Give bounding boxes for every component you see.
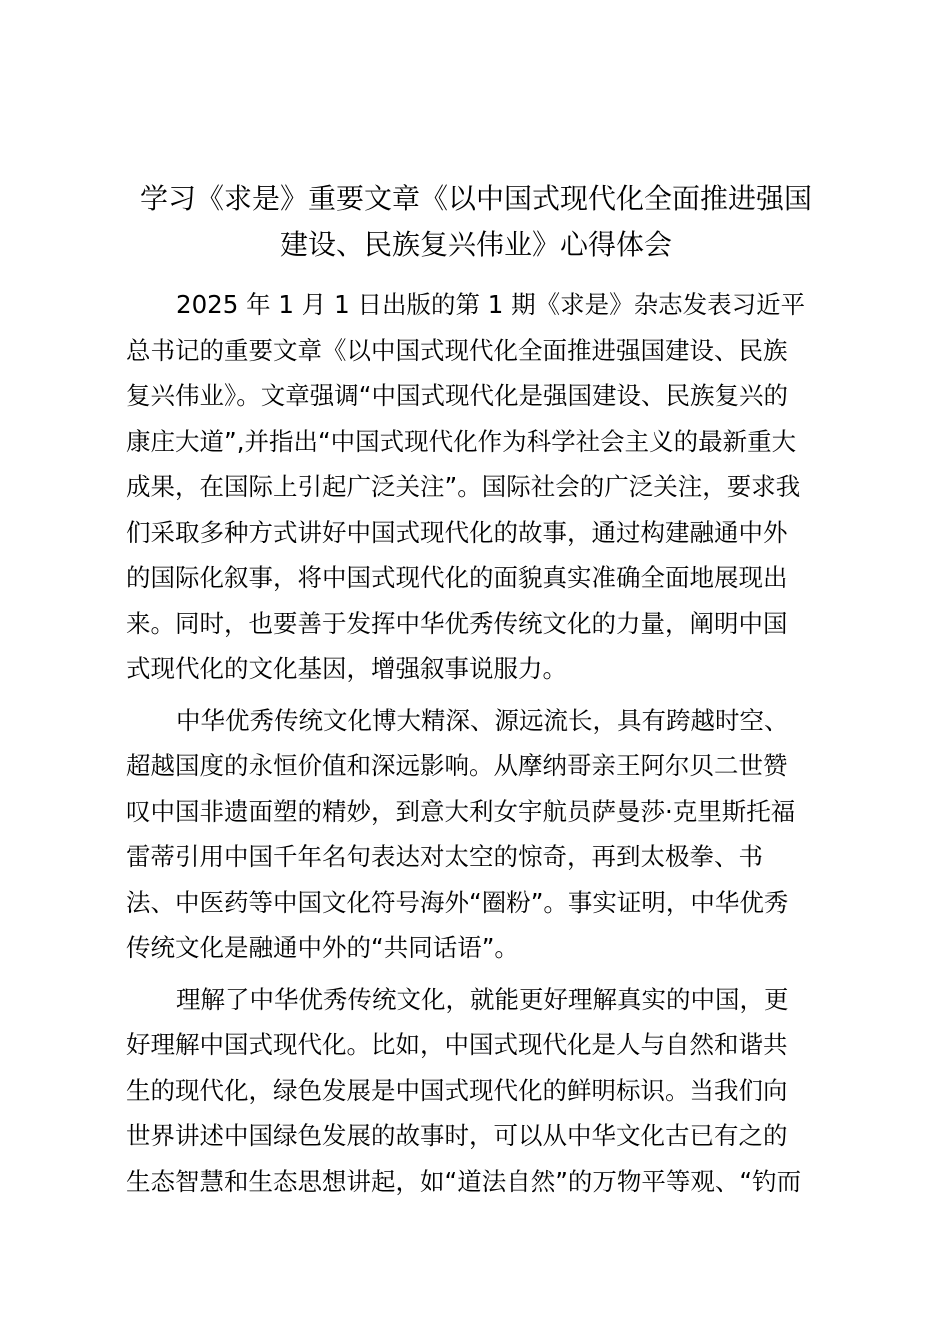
paragraph-line: 中华优秀传统文化博大精深、源远流长，具有跨越时空、 — [176, 705, 789, 735]
paragraph-line: 成果，在国际上引起广泛关注”。国际社会的广泛关注，要求我 — [126, 472, 801, 501]
paragraph-line: 法、中医药等中国文化符号海外“圈粉”。事实证明，中华优秀 — [126, 887, 789, 917]
paragraph-line: 2025 年 1 月 1 日出版的第 1 期《求是》杂志发表习近平 — [176, 290, 806, 319]
paragraph-line: 康庄大道”,并指出“中国式现代化作为科学社会主义的最新重大 — [126, 426, 797, 456]
title-line-1: 学习《求是》重要文章《以中国式现代化全面推进强国 — [139, 182, 812, 215]
paragraph-line: 们采取多种方式讲好中国式现代化的故事，通过构建融通中外 — [126, 517, 788, 547]
paragraph-line: 生的现代化，绿色发展是中国式现代化的鲜明标识。当我们向 — [126, 1075, 788, 1105]
paragraph-line: 世界讲述中国绿色发展的故事时，可以从中华文化古已有之的 — [126, 1121, 788, 1150]
paragraph-line: 的国际化叙事，将中国式现代化的面貌真实准确全面地展现出 — [126, 563, 788, 592]
paragraph-3 — [126, 977, 830, 1205]
paragraph-line: 式现代化的文化基因，增强叙事说服力。 — [126, 654, 567, 683]
paragraph-line: 总书记的重要文章《以中国式现代化全面推进强国建设、民族 — [126, 335, 788, 365]
title-line-2: 建设、民族复兴伟业》心得体会 — [279, 228, 672, 261]
paragraph-line: 生态智慧和生态思想讲起，如“道法自然”的万物平等观、“钓而 — [126, 1166, 802, 1196]
paragraph-1 — [126, 282, 830, 692]
document-body — [126, 282, 830, 1204]
paragraph-line: 叹中国非遗面塑的精妙，到意大利女宇航员萨曼莎·克里斯托福 — [126, 796, 796, 826]
paragraph-2 — [126, 698, 830, 971]
paragraph-line: 传统文化是融通中外的“共同话语”。 — [126, 933, 519, 962]
paragraph-line: 复兴伟业》。文章强调“中国式现代化是强国建设、民族复兴的 — [126, 381, 788, 410]
paragraph-line: 雷蒂引用中国千年名句表达对太空的惊奇，再到太极拳、书 — [126, 842, 763, 871]
paragraph-line: 来。同时，也要善于发挥中华优秀传统文化的力量，阐明中国 — [126, 608, 788, 638]
paragraph-line: 超越国度的永恒价值和深远影响。从摩纳哥亲王阿尔贝二世赞 — [126, 751, 788, 780]
paragraph-line: 好理解中国式现代化。比如，中国式现代化是人与自然和谐共 — [126, 1030, 788, 1059]
paragraph-line: 理解了中华优秀传统文化，就能更好理解真实的中国，更 — [176, 984, 789, 1014]
document-title — [126, 176, 826, 268]
